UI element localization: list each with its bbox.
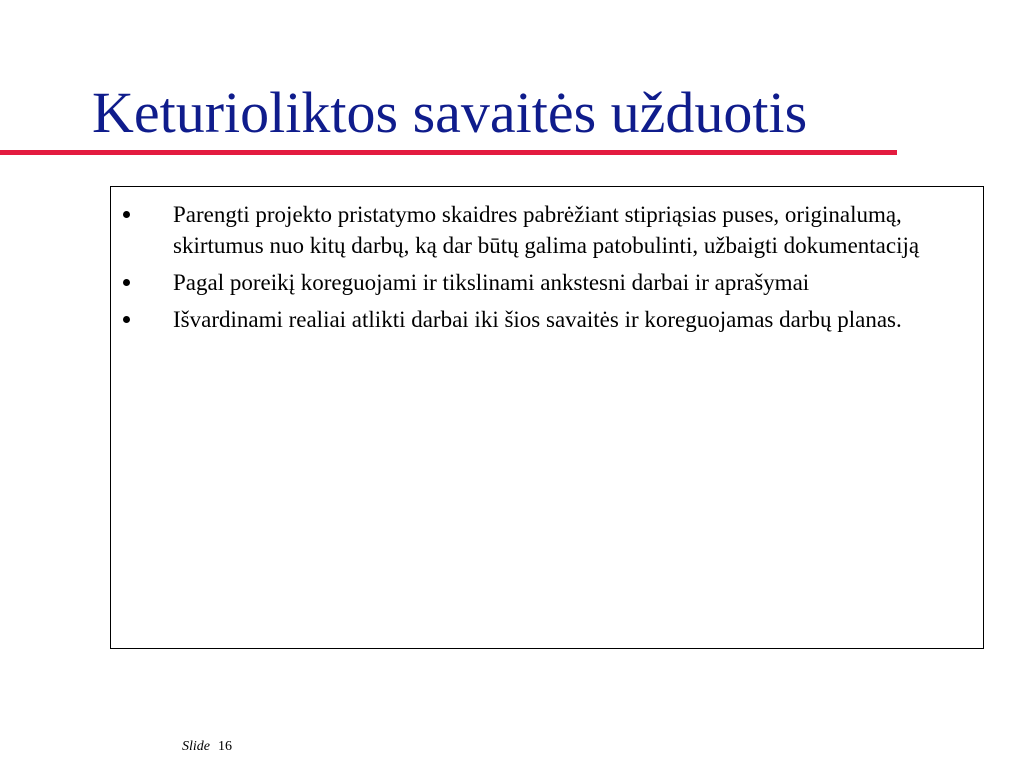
- bullet-text: Pagal poreikį koreguojami ir tikslinami ankstesni darbai ir aprašymai: [173, 270, 810, 295]
- bullet-dot-icon: [123, 211, 130, 218]
- bullet-item: [111, 304, 963, 335]
- slide-title: Keturioliktos savaitės užduotis: [92, 80, 808, 145]
- bullet-item: [111, 267, 963, 298]
- bullet-list: [111, 187, 983, 335]
- bullet-dot-icon: [123, 279, 130, 286]
- bullet-text: Išvardinami realiai atlikti darbai iki šios savaitės ir koreguojamas darbų planas.: [173, 307, 902, 332]
- slide-number: 16: [218, 739, 232, 754]
- bullet-text: Parengti projekto pristatymo skaidres pabrėžiant stipriąsias puses, originalumą, skirtumus nuo kitų darbų, ką dar būtų galima patobulinti, užbaigti dokumentaciją: [173, 202, 920, 258]
- content-box: [110, 186, 984, 649]
- slide-label: Slide: [182, 739, 210, 754]
- slide-footer: [182, 738, 232, 756]
- bullet-dot-icon: [123, 316, 130, 323]
- bullet-item: [111, 199, 963, 261]
- title-underline: [0, 150, 897, 155]
